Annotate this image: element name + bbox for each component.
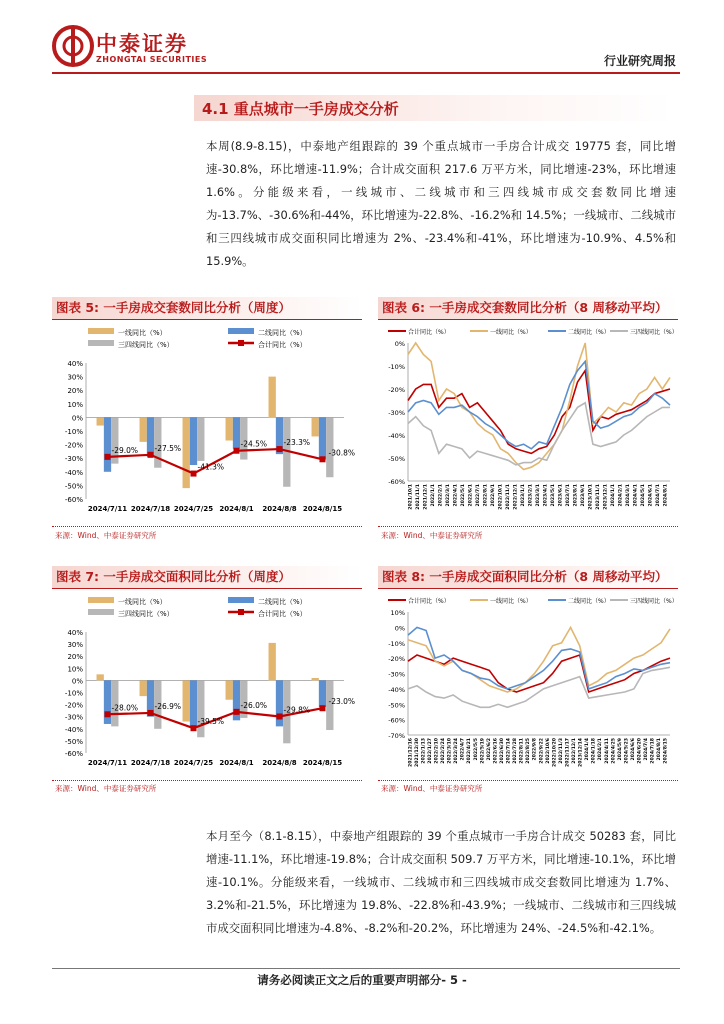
line-point <box>277 713 283 719</box>
x-tick-label: 2022/10/20 <box>552 738 558 767</box>
legend-swatch <box>88 340 114 346</box>
series-line <box>408 627 670 689</box>
x-tick-label: 2024/2/1 <box>598 738 604 761</box>
y-tick-label: -20% <box>64 441 83 450</box>
x-tick-label: 2023/8/1 <box>573 484 579 507</box>
x-tick-label: 2024/7/18 <box>130 759 171 767</box>
x-tick-label: 2022/6/1 <box>468 484 474 507</box>
x-tick-label: 2024/4/1 <box>633 484 639 507</box>
y-tick-label: -60% <box>64 750 83 758</box>
legend-label: 三四线同比（%） <box>118 610 174 618</box>
data-label: -29.8% <box>283 705 311 715</box>
x-tick-label: 2024/8/15 <box>663 738 669 764</box>
line-point <box>105 711 111 717</box>
figure5-chart <box>52 321 362 521</box>
data-label: -26.9% <box>154 701 182 711</box>
legend-label: 二线同比（%） <box>568 598 610 605</box>
bar <box>226 680 233 699</box>
x-tick-label: 2022/11/1 <box>506 484 512 510</box>
x-tick-label: 2023/10/1 <box>588 484 594 510</box>
x-tick-label: 2022/1/13 <box>421 738 427 764</box>
y-tick-label: -20% <box>388 655 405 664</box>
y-tick-label: -50% <box>388 701 405 710</box>
x-tick-label: 2024/8/1 <box>219 505 254 513</box>
legend-label: 合计同比（%） <box>408 329 450 336</box>
x-tick-label: 2022/8/1 <box>483 484 489 507</box>
x-tick-label: 2023/12/1 <box>603 484 609 510</box>
x-tick-label: 2022/12/1 <box>572 738 578 764</box>
y-tick-label: -60% <box>64 496 83 504</box>
bar <box>190 417 197 465</box>
bar <box>319 680 326 707</box>
y-tick-label: 40% <box>67 360 83 368</box>
bar <box>183 417 190 488</box>
figure8-title: 图表 8: 一手房成交面积同比分析（8 周移动平均） <box>378 566 678 588</box>
data-label: -39.5% <box>197 717 225 727</box>
paragraph-weekly: 本周(8.9-8.15)，中泰地产组跟踪的 39 个重点城市一手房合计成交 19775 套，同比增速-30.8%，环比增速-11.9%；合计成交面积 217.6 万平方米，同比增速-23%，环比增速 1.6%。分能级来看，一线城市、二线城市和三四线城市成交套数同比增速为-13.7%、-30.6%和-44%，环比增速为-22.8%、-16.2%和 14.5%；一线城市、二线城市和三四线城市成交面积同比增速为 2%、-23.4%和-41%，环比增速为-10.9%、4.5%和 15.9%。 <box>206 139 676 268</box>
y-tick-label: 0% <box>71 677 83 686</box>
line-point <box>148 452 154 458</box>
bar <box>197 417 204 461</box>
x-tick-label: 2024/5/23 <box>624 738 630 764</box>
x-tick-label: 2022/6/30 <box>499 738 505 764</box>
x-tick-label: 2024/1/1 <box>610 484 616 507</box>
x-tick-label: 2024/7/11 <box>87 759 128 767</box>
figure5-source: 来源：Wind、中泰证券研究所 <box>55 531 157 540</box>
y-tick-label: -70% <box>388 732 405 740</box>
x-tick-label: 2021/12/16 <box>408 738 414 767</box>
bar <box>233 417 240 448</box>
bar <box>240 417 247 459</box>
x-tick-label: 2021/11/1 <box>416 484 422 510</box>
x-tick-label: 2024/5/1 <box>640 484 646 507</box>
brand-name: 中泰证券 <box>96 32 188 56</box>
data-label: -27.5% <box>154 443 182 453</box>
legend-square-marker <box>238 609 244 615</box>
y-tick-label: -30% <box>64 713 83 722</box>
bar <box>140 417 147 441</box>
line-point <box>234 448 240 454</box>
x-tick-label: 2024/7/4 <box>644 738 650 761</box>
x-tick-label: 2023/9/1 <box>580 484 586 507</box>
x-tick-label: 2022/6/16 <box>493 738 499 764</box>
figure8-rule <box>378 588 678 589</box>
header-divider <box>52 72 680 74</box>
y-tick-label: 20% <box>67 387 83 396</box>
figure6-bottom-rule <box>378 526 678 527</box>
x-tick-label: 2022/4/21 <box>467 738 473 764</box>
y-tick-label: 30% <box>67 373 83 382</box>
y-tick-label: -50% <box>388 455 405 463</box>
x-tick-label: 2022/10/1 <box>498 484 504 510</box>
x-tick-label: 2022/4/1 <box>453 484 459 507</box>
y-tick-label: -50% <box>64 482 83 491</box>
legend-label: 二线同比（%） <box>258 329 307 337</box>
x-tick-label: 2024/8/15 <box>302 759 343 767</box>
bar <box>104 680 111 724</box>
legend-label: 合计同比（%） <box>258 341 307 349</box>
figure7-chart <box>52 590 362 775</box>
x-tick-label: 2022/9/1 <box>491 484 497 507</box>
x-tick-label: 2022/11/17 <box>565 738 571 767</box>
line-point <box>320 705 326 711</box>
y-tick-label: -10% <box>388 639 405 648</box>
x-tick-label: 2022/7/1 <box>476 484 482 507</box>
x-tick-label: 2021/12/30 <box>414 738 420 767</box>
x-tick-label: 2023/7/1 <box>565 484 571 507</box>
legend-label: 合计同比（%） <box>408 598 450 605</box>
bar <box>97 417 104 425</box>
bar <box>312 678 319 680</box>
bar <box>190 680 197 727</box>
x-tick-label: 2022/3/24 <box>454 738 460 764</box>
y-tick-label: -40% <box>64 468 83 477</box>
bar <box>226 417 233 440</box>
data-label: -24.5% <box>240 439 268 449</box>
legend-label: 三四线同比（%） <box>630 598 678 605</box>
bar <box>104 417 111 471</box>
legend-label: 一线同比（%） <box>490 329 532 336</box>
x-tick-label: 2024/3/1 <box>625 484 631 507</box>
x-tick-label: 2023/6/1 <box>558 484 564 507</box>
x-tick-label: 2022/2/1 <box>438 484 444 507</box>
x-tick-label: 2022/7/14 <box>506 738 512 764</box>
x-tick-label: 2024/8/8 <box>262 759 297 767</box>
bar <box>319 417 326 459</box>
series-line <box>408 403 670 465</box>
bar <box>312 417 319 436</box>
y-tick-label: 0% <box>71 414 83 423</box>
figure7-rule <box>52 588 362 589</box>
figure6-source: 来源：Wind、中泰证券研究所 <box>381 531 483 540</box>
bar <box>97 674 104 680</box>
figure6-rule <box>378 319 678 320</box>
figure7-title: 图表 7: 一手房成交面积同比分析（周度） <box>52 566 362 588</box>
legend-label: 二线同比（%） <box>258 598 307 606</box>
x-tick-label: 2021/10/1 <box>408 484 414 510</box>
data-label: -23.0% <box>328 697 356 707</box>
footer-divider <box>52 968 680 969</box>
bar <box>197 680 204 737</box>
x-tick-label: 2024/8/1 <box>219 759 254 767</box>
x-tick-label: 2022/4/7 <box>460 738 466 761</box>
y-tick-label: -60% <box>388 716 405 725</box>
legend-label: 三四线同比（%） <box>118 341 174 349</box>
x-tick-label: 2024/8/8 <box>262 505 297 513</box>
series-line <box>408 627 670 692</box>
x-tick-label: 2024/1/18 <box>591 738 597 764</box>
y-tick-label: -20% <box>388 386 405 394</box>
figure5-bottom-rule <box>52 526 362 527</box>
figure5-rule <box>52 319 362 320</box>
y-tick-label: 30% <box>67 641 83 650</box>
section-title: 4.1 重点城市一手房成交分析 <box>202 100 399 118</box>
brand-name-en: ZHONGTAI SECURITIES <box>96 55 208 64</box>
y-tick-label: 0% <box>394 340 405 348</box>
bar <box>269 643 276 681</box>
x-tick-label: 2024/8/1 <box>657 738 663 761</box>
x-tick-label: 2023/5/1 <box>550 484 556 507</box>
figure8-bottom-rule <box>378 780 678 781</box>
x-tick-label: 2022/5/5 <box>473 738 479 761</box>
x-tick-label: 2024/7/18 <box>650 738 656 764</box>
figure7-source: 来源：Wind、中泰证券研究所 <box>55 784 157 793</box>
x-tick-label: 2024/2/1 <box>618 484 624 507</box>
report-type: 行业研究周报 <box>603 54 676 68</box>
x-tick-label: 2024/7/1 <box>655 484 661 507</box>
x-tick-label: 2022/12/1 <box>513 484 519 510</box>
x-tick-label: 2024/6/1 <box>648 484 654 507</box>
y-tick-label: 10% <box>390 609 405 617</box>
line-point <box>277 446 283 452</box>
x-tick-label: 2024/8/1 <box>663 484 669 507</box>
series-line <box>408 343 670 470</box>
y-tick-label: 20% <box>67 653 83 662</box>
figure8-chart <box>378 590 678 775</box>
y-tick-label: -30% <box>388 670 405 679</box>
paragraph-month-to-date: 本月至今（8.1-8.15），中泰地产组跟踪的 39 个重点城市一手房合计成交 50283 套，同比增速-11.1%，环比增速-19.8%；合计成交面积 509.7 万平方米，同比增速-10.1%，环比增速-10.1%。分能级来看，一线城市、二线城市和三四线城市成交套数同比增速为 1.7%、3.2%和-21.5%，环比增速为 19.8%、-22.8%和-43.9%；一线城市、二线城市和三四线城市成交面积同比增速为-4.8%、-8.2%和-20.2%，环比增速为 24%、-24.5%和-42.1%。 <box>206 829 676 935</box>
bar <box>269 377 276 418</box>
y-tick-label: -20% <box>64 701 83 710</box>
y-tick-label: -10% <box>388 363 405 371</box>
legend-label: 一线同比（%） <box>118 598 167 606</box>
y-tick-label: -60% <box>388 478 405 486</box>
line-point <box>234 709 240 715</box>
x-tick-label: 2022/5/1 <box>461 484 467 507</box>
data-label: -23.3% <box>283 438 311 448</box>
x-tick-label: 2022/1/1 <box>431 484 437 507</box>
x-tick-label: 2024/4/25 <box>611 738 617 764</box>
legend-swatch <box>88 597 114 603</box>
y-tick-label: 10% <box>67 400 83 409</box>
x-tick-label: 2023/4/1 <box>543 484 549 507</box>
bar <box>276 680 283 726</box>
y-tick-label: -30% <box>388 409 405 417</box>
bar <box>183 680 190 721</box>
y-tick-label: -40% <box>388 432 405 440</box>
figure5-title: 图表 5: 一手房成交套数同比分析（周度） <box>52 297 362 319</box>
y-tick-label: -40% <box>64 725 83 734</box>
x-tick-label: 2022/3/10 <box>447 738 453 764</box>
x-tick-label: 2024/6/6 <box>630 738 636 761</box>
y-tick-label: 0% <box>394 624 405 633</box>
x-tick-label: 2024/8/15 <box>302 505 343 513</box>
x-tick-label: 2021/12/1 <box>423 484 429 510</box>
legend-square-marker <box>238 340 244 346</box>
data-label: -30.8% <box>328 448 356 458</box>
x-tick-label: 2023/3/1 <box>536 484 541 507</box>
legend-swatch <box>228 597 254 603</box>
x-tick-label: 2022/10/6 <box>545 738 551 764</box>
x-tick-label: 2024/7/25 <box>173 759 214 767</box>
x-tick-label: 2024/4/11 <box>604 738 610 764</box>
bar <box>147 417 154 456</box>
legend-label: 合计同比（%） <box>258 610 307 618</box>
x-tick-label: 2022/8/25 <box>526 738 532 764</box>
data-label: -28.0% <box>111 703 139 713</box>
legend-swatch <box>228 328 254 334</box>
data-label: -26.0% <box>240 700 268 710</box>
y-tick-label: -30% <box>64 455 83 464</box>
legend-swatch <box>88 328 114 334</box>
x-tick-label: 2022/2/24 <box>441 738 447 764</box>
legend-swatch <box>88 609 114 615</box>
x-tick-label: 2022/9/8 <box>532 738 538 761</box>
x-tick-label: 2024/7/18 <box>130 505 171 513</box>
figure7-bottom-rule <box>52 780 362 781</box>
x-tick-label: 2024/7/11 <box>87 505 128 513</box>
x-tick-label: 2024/5/9 <box>617 738 623 761</box>
x-tick-label: 2022/1/27 <box>427 738 433 764</box>
y-tick-label: -10% <box>64 428 83 436</box>
figure8-source: 来源：Wind、中泰证券研究所 <box>381 784 483 793</box>
brand-logo-icon <box>52 24 98 70</box>
x-tick-label: 2023/1/1 <box>521 484 527 507</box>
legend-label: 三四线同比（%） <box>630 329 678 336</box>
x-tick-label: 2022/7/28 <box>513 738 519 764</box>
section-heading <box>194 95 674 121</box>
figure6-title: 图表 6: 一手房成交套数同比分析（8 周移动平均） <box>378 297 678 319</box>
line-point <box>105 454 111 460</box>
bar <box>140 680 147 696</box>
y-tick-label: -10% <box>64 689 83 698</box>
x-tick-label: 2024/1/4 <box>585 738 591 761</box>
data-label: -29.0% <box>111 445 139 455</box>
x-tick-label: 2024/6/20 <box>637 738 643 764</box>
line-point <box>191 725 197 731</box>
legend-label: 一线同比（%） <box>118 329 167 337</box>
x-tick-label: 2024/7/25 <box>173 505 214 513</box>
x-tick-label: 2023/12/14 <box>578 738 584 767</box>
y-tick-label: 10% <box>67 665 83 674</box>
data-label: -41.3% <box>197 462 225 472</box>
x-tick-label: 2022/5/19 <box>480 738 486 764</box>
series-line <box>408 371 670 454</box>
line-point <box>320 456 326 462</box>
x-tick-label: 2023/11/1 <box>595 484 601 510</box>
x-tick-label: 2022/8/11 <box>519 738 525 764</box>
x-tick-label: 2022/3/1 <box>446 484 452 507</box>
y-tick-label: 40% <box>67 629 83 637</box>
x-tick-label: 2022/6/2 <box>486 738 492 761</box>
x-tick-label: 2022/11/3 <box>558 738 564 764</box>
line-point <box>148 710 154 716</box>
footer-disclaimer: 请务必阅读正文之后的重要声明部分- 5 - <box>257 973 467 987</box>
line-point <box>191 471 197 477</box>
legend-label: 一线同比（%） <box>490 598 532 605</box>
figure6-chart <box>378 321 678 521</box>
y-tick-label: -50% <box>64 737 83 746</box>
x-tick-label: 2022/2/10 <box>434 738 440 764</box>
y-tick-label: -40% <box>388 685 405 694</box>
legend-label: 二线同比（%） <box>568 329 610 336</box>
x-tick-label: 2023/2/1 <box>528 484 534 507</box>
x-tick-label: 2022/9/22 <box>539 738 545 764</box>
